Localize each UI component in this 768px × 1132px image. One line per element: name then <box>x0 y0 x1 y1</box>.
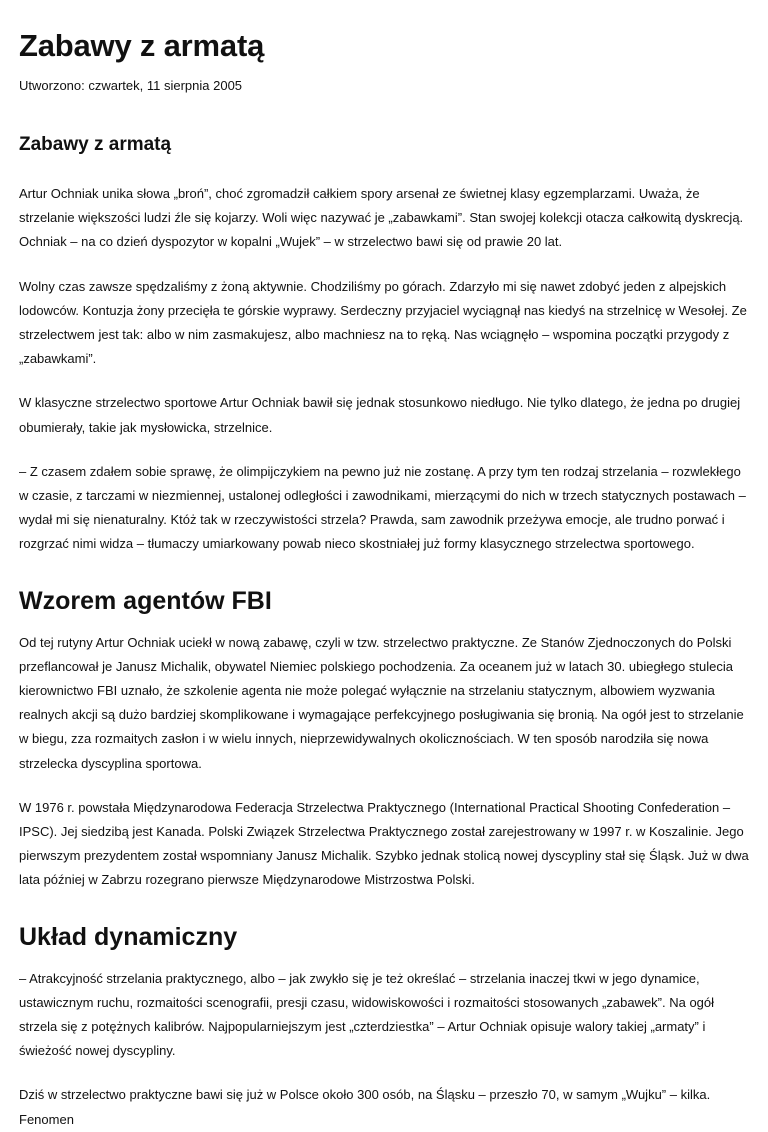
paragraph: Artur Ochniak unika słowa „broń”, choć zgromadził całkiem spory arsenał ze świetnej klasy egzemplarzami. Uważa, że strzelanie większości ludzi źle się kojarzy. Woli więc nazywać je „zabawkami”. Stan swojej kolekcji otacza całkowitą dyskrecją. Ochniak – na co dzień dyspozytor w kopalni „Wujek” – w strzelectwo bawi się od prawie 20 lat. <box>19 186 744 250</box>
paragraph: Wolny czas zawsze spędzaliśmy z żoną aktywnie. Chodziliśmy po górach. Zdarzyło mi się nawet zdobyć jeden z alpejskich lodowców. Kontuzja żony przecięła te górskie wyprawy. Serdeczny przyjaciel wyciągnął nas kiedyś na strzelnicę w Wesołej. Ze strzelectwem jest tak: albo w nim zasmakujesz, albo machniesz na to ręką. Nas wciągnęło – wspomina początki przygody z „zabawkami”. <box>19 278 747 367</box>
paragraph: – Z czasem zdałem sobie sprawę, że olimpijczykiem na pewno już nie zostanę. A przy tym ten rodzaj strzelania – rozwlekłego w czasie, z tarczami w niezmiennej, ustalonej odległości i zawodnikami, mierzącymi do nich w trzech statycznych postawach – wydał mi się nienaturalny. Któż tak w rzeczywistości strzela? Prawda, sam zawodnik przeżywa emocje, ale trudno porwać i rozgrzać nimi widza – tłumaczy umiarkowany powab nieco skostniałej już formy klasycznego strzelectwa sportowego. <box>19 463 746 552</box>
paragraph: Od tej rutyny Artur Ochniak uciekł w nową zabawę, czyli w tzw. strzelectwo praktyczne. Ze Stanów Zjednoczonych do Polski przeflancował je Janusz Michalik, obywatel Niemiec polskiego pochodzenia. Za oceanem już w latach 30. ubiegłego stulecia kierownictwo FBI uznało, że szkolenie agenta nie może polegać wyłącznie na strzelaniu statycznym, albowiem wyzwania realnych akcji są dużo bardziej skomplikowane i wymagające perfekcyjnego posługiwania się bronią. Na ogół jest to strzelanie w biegu, zza rozmaitych zasłon i w wielu innych, nieprzewidywalnych okolicznościach. W ten sposób narodziła się nowa strzelecka dyscyplina sportowa. <box>19 634 744 771</box>
paragraph: W klasyczne strzelectwo sportowe Artur Ochniak bawił się jednak stosunkowo niedługo. Nie tylko dlatego, że jedna po drugiej obumierały, takie jak mysłowicka, strzelnice. <box>19 395 741 435</box>
page-title: Zabawy z armatą <box>19 28 265 63</box>
created-date: Utworzono: czwartek, 11 sierpnia 2005 <box>19 78 243 93</box>
section-heading-3: Układ dynamiczny <box>19 922 238 951</box>
section-heading-1: Zabawy z armatą <box>19 134 172 155</box>
paragraph: W 1976 r. powstała Międzynarodowa Federacja Strzelectwa Praktycznego (International Practical Shooting Confederation – IPSC). Jej siedzibą jest Kanada. Polski Związek Strzelectwa Praktycznego został zarejestrowany w 1997 r. w Koszalinie. Jego pierwszym prezydentem został wspomniany Janusz Michalik. Szybko jednak stolicą nowej dyscypliny stał się Śląsk. Już w dwa lata później w Zabrzu rozegrano pierwsze Międzynarodowe Mistrzostwa Polski. <box>19 799 749 888</box>
section-heading-2: Wzorem agentów FBI <box>19 586 272 615</box>
paragraph: – Atrakcyjność strzelania praktycznego, albo – jak zwykło się je też określać – strzelania inaczej tkwi w jego dynamice, ustawicznym ruchu, rozmaitości scenografii, presji czasu, widowiskowości i rozmaitości stosowanych „zabawek”. Na ogół strzela się z potężnych kalibrów. Najpopularniejszym jest „czterdziestka” – Artur Ochniak opisuje walory takiej „armaty” i świeżość nowej dyscypliny. <box>19 970 715 1059</box>
paragraph: Dziś w strzelectwo praktyczne bawi się już w Polsce około 300 osób, na Śląsku – przeszło 70, w samym „Wujku” – kilka. Fenomen <box>19 1087 711 1127</box>
